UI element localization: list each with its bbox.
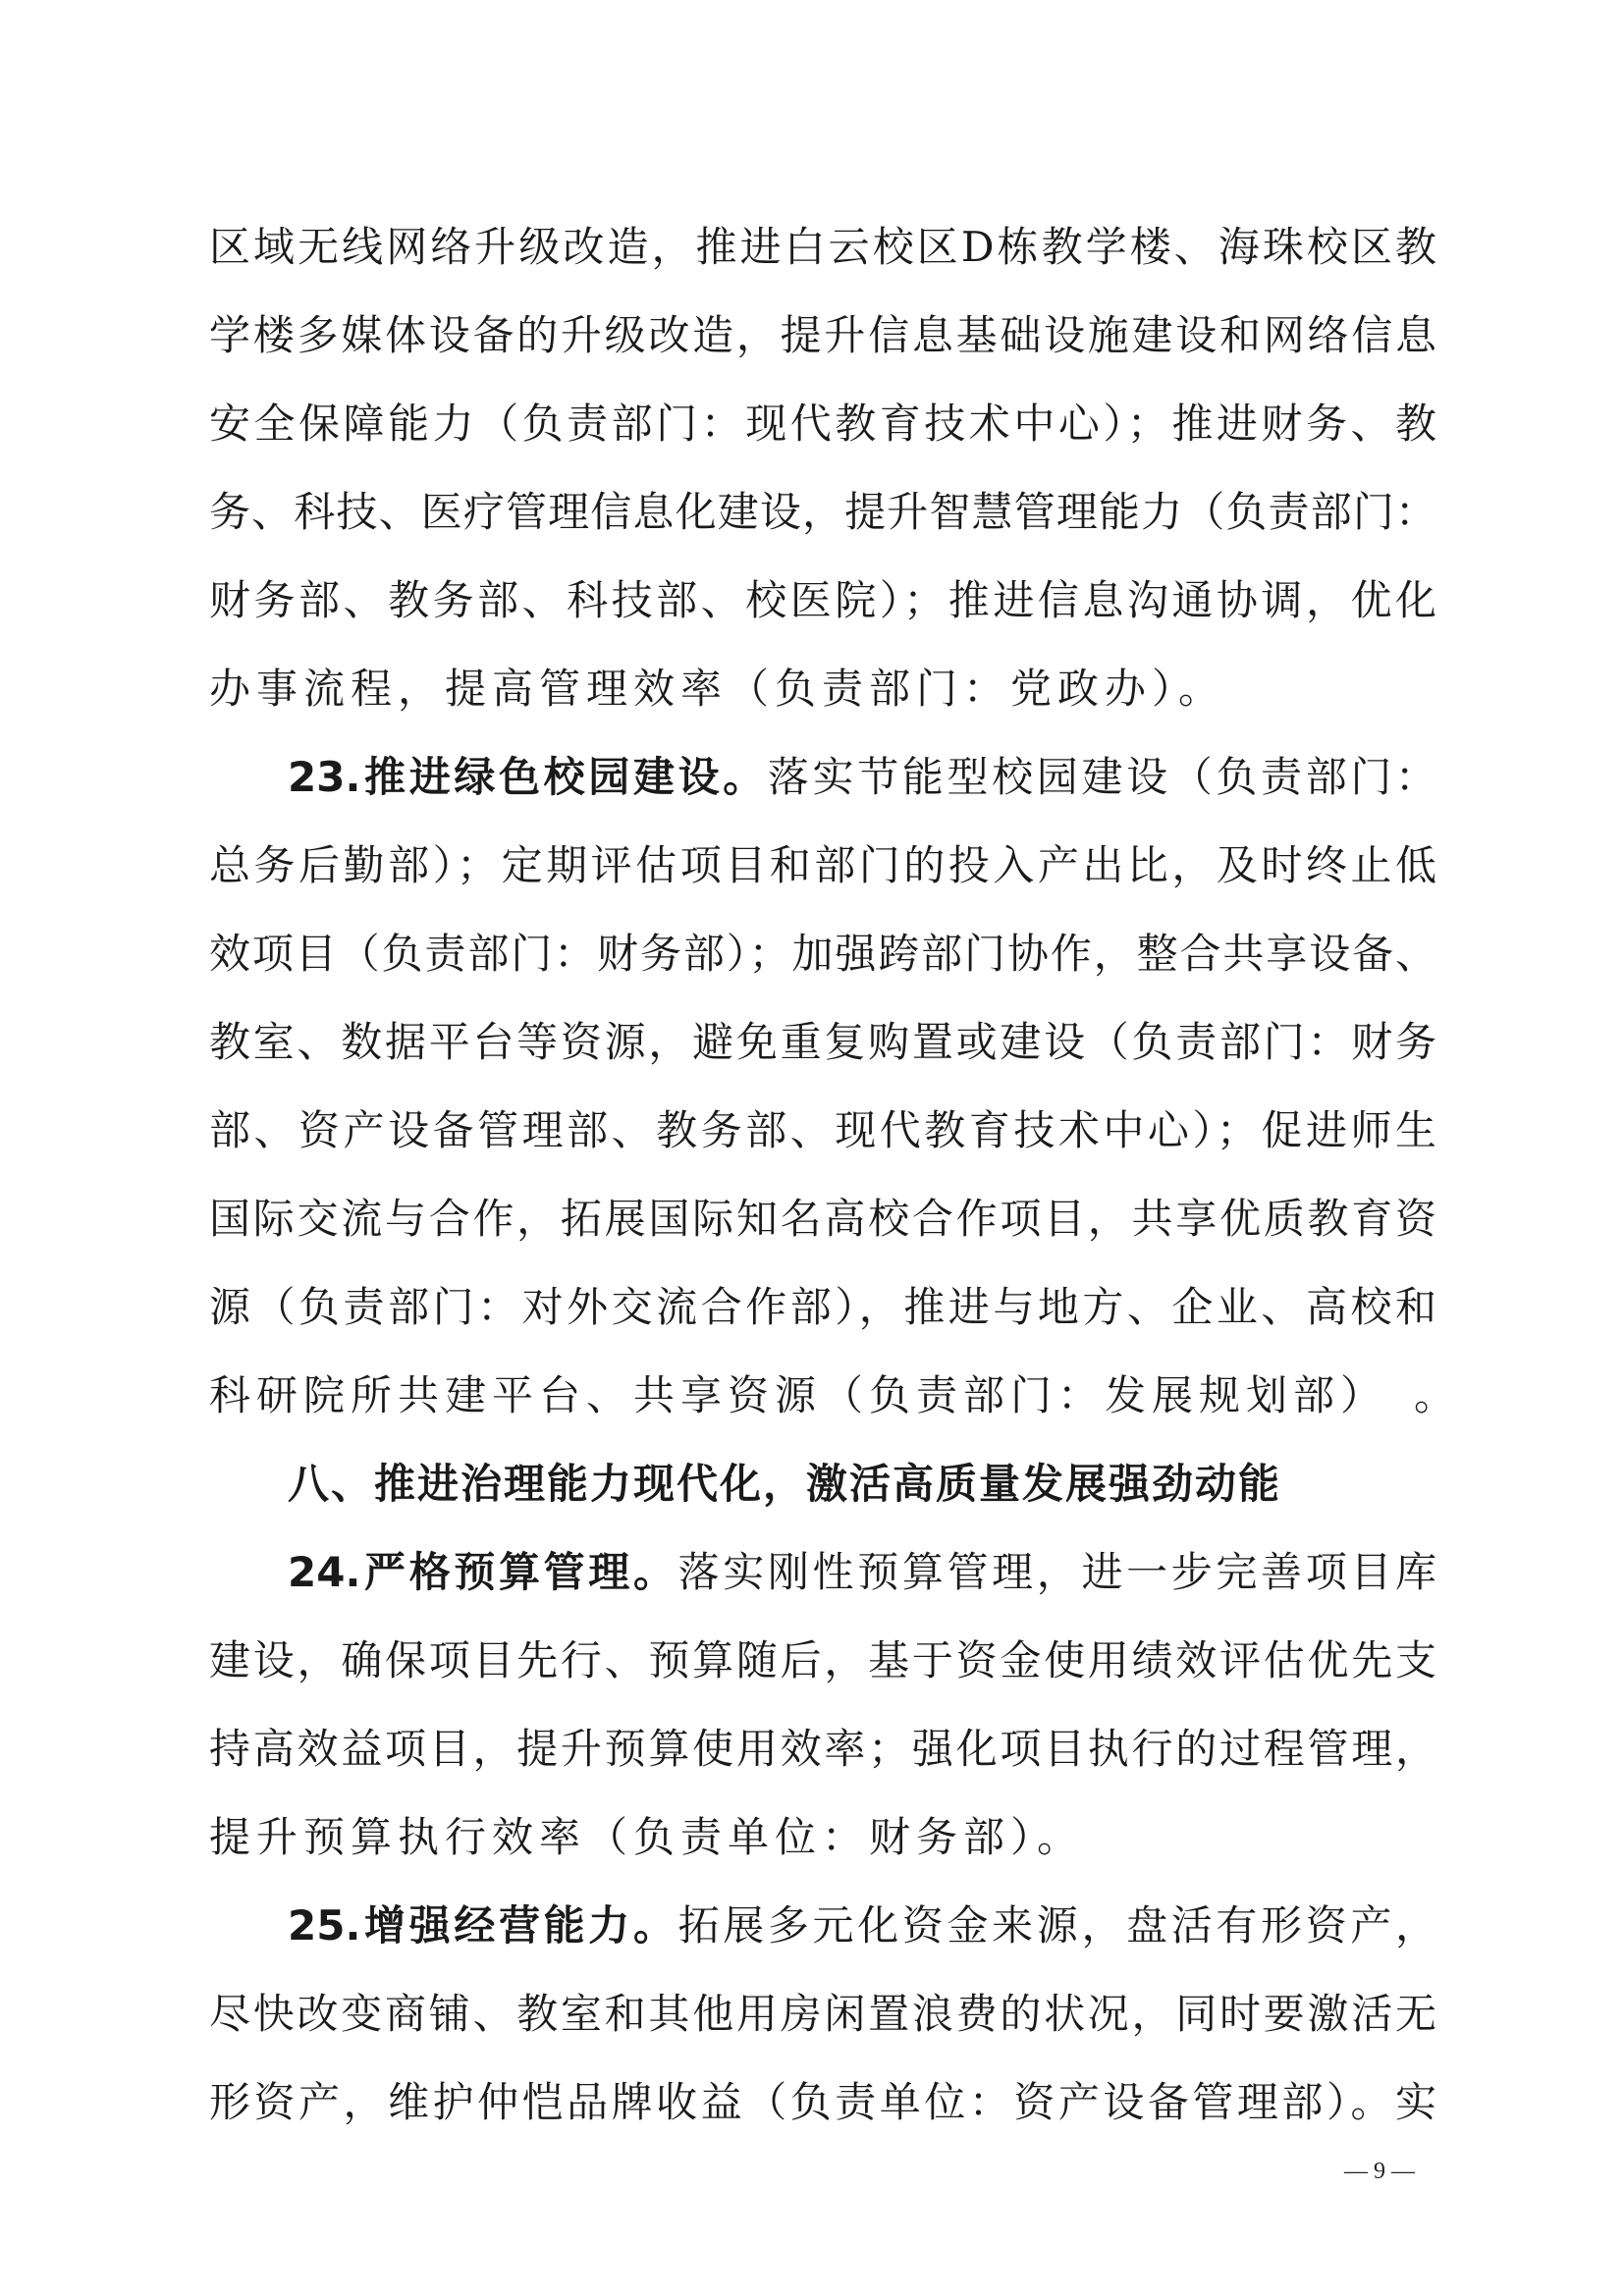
line-text: 持高效益项目，提升预算使用效率；强化项目执行的过程管理，	[209, 1725, 1436, 1773]
paragraph-line	[209, 1264, 1436, 1351]
paragraph-line	[209, 1794, 1436, 1881]
line-text: 财务部、教务部、科技部、校医院）；推进信息沟通协调，优化	[209, 576, 1436, 624]
line-text: 安全保障能力（负责部门：现代教育技术中心）；推进财务、教	[209, 400, 1436, 448]
line-text: 提升预算执行效率（负责单位：财务部）。	[209, 1813, 1085, 1861]
line-text: 科研院所共建平台、共享资源（负责部门：发展规划部） 。	[209, 1371, 1462, 1419]
paragraph-line	[209, 646, 1436, 732]
line-text: 源（负责部门：对外交流合作部），推进与地方、企业、高校和	[209, 1283, 1436, 1331]
item-25-title: 25.增强经营能力。	[288, 1901, 678, 1949]
paragraph-line	[209, 1353, 1462, 1439]
paragraph-line	[209, 204, 1436, 291]
line-text: 拓展多元化资金来源，盘活有形资产，	[677, 1901, 1436, 1949]
section-25-first-line	[288, 1883, 1436, 1969]
line-text: 建设，确保项目先行、预算随后，基于资金使用绩效评估优先支	[209, 1636, 1436, 1684]
line-text: 学楼多媒体设备的升级改造，提升信息基础设施建设和网络信息	[209, 311, 1436, 359]
line-text: 区域无线网络升级改造，推进白云校区D栋教学楼、海珠校区教	[209, 223, 1436, 271]
line-text: 效项目（负责部门：财务部）；加强跨部门协作，整合共享设备、	[209, 930, 1436, 978]
paragraph-line	[209, 2059, 1436, 2146]
section-heading	[288, 1441, 1436, 1527]
section-23-first-line	[288, 734, 1436, 821]
paragraph-line	[209, 1176, 1436, 1262]
item-24-title: 24.严格预算管理。	[288, 1548, 678, 1596]
line-text: 务、科技、医疗管理信息化建设，提升智慧管理能力（负责部门：	[209, 488, 1436, 536]
paragraph-line	[209, 911, 1436, 997]
paragraph-line	[209, 293, 1436, 379]
paragraph-line	[209, 1618, 1436, 1704]
page-number: — 9 —	[1344, 2159, 1415, 2184]
paragraph-line	[209, 381, 1436, 467]
item-23-title: 23.推进绿色校园建设。	[288, 753, 768, 801]
paragraph-line	[209, 1088, 1436, 1174]
paragraph-line	[209, 1706, 1436, 1792]
line-text: 国际交流与合作，拓展国际知名高校合作项目，共享优质教育资	[209, 1195, 1436, 1243]
line-text: 办事流程，提高管理效率（负责部门：党政办）。	[209, 665, 1226, 713]
line-text: 总务后勤部）；定期评估项目和部门的投入产出比，及时终止低	[209, 841, 1436, 889]
line-text: 部、资产设备管理部、教务部、现代教育技术中心）；促进师生	[209, 1106, 1436, 1154]
paragraph-line	[209, 558, 1436, 644]
paragraph-line	[209, 469, 1436, 556]
line-text: 落实节能型校园建设（负责部门：	[767, 753, 1436, 801]
section-heading-text: 八、推进治理能力现代化，激活高质量发展强劲动能	[288, 1460, 1282, 1508]
line-text: 形资产，维护仲恺品牌收益（负责单位：资产设备管理部）。实	[209, 2078, 1436, 2126]
paragraph-line	[209, 1971, 1436, 2057]
line-text: 尽快改变商铺、教室和其他用房闲置浪费的状况，同时要激活无	[209, 1990, 1436, 2038]
section-24-first-line	[288, 1529, 1436, 1616]
paragraph-line	[209, 999, 1436, 1086]
paragraph-line	[209, 823, 1436, 909]
line-text: 落实刚性预算管理，进一步完善项目库	[677, 1548, 1436, 1596]
line-text: 教室、数据平台等资源，避免重复购置或建设（负责部门：财务	[209, 1018, 1436, 1066]
